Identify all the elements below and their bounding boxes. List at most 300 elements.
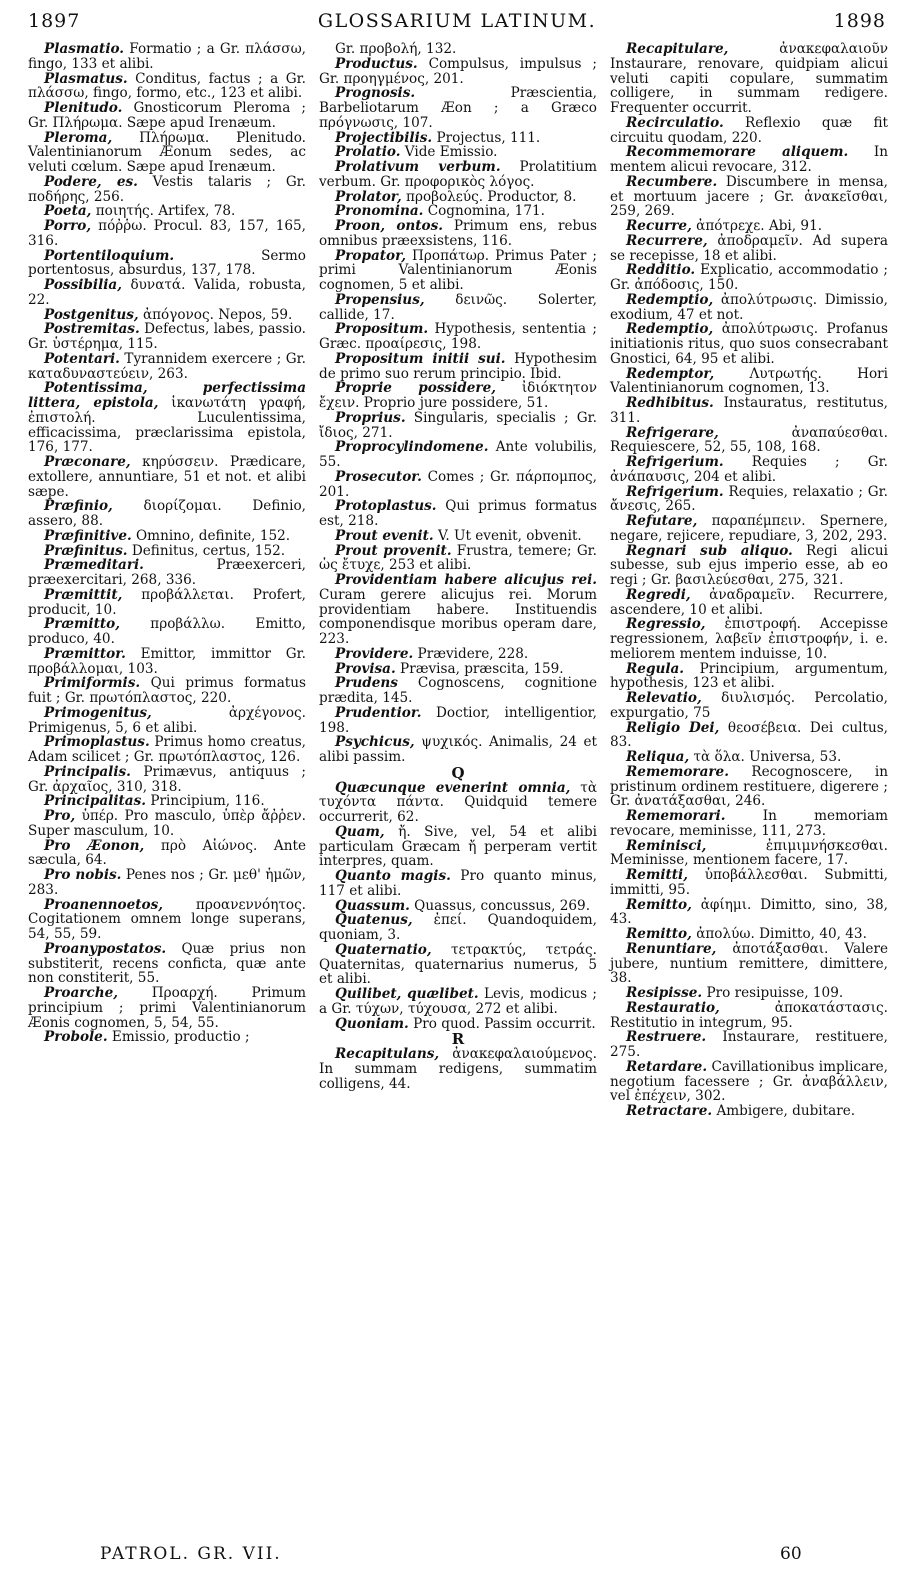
entry-definition: Præscientia, Barbeliotarum Æon ; a Græco πρόγνωσις, 107. [319, 85, 597, 131]
glossary-entry [28, 839, 306, 869]
entry-headword: Pro, [44, 808, 76, 824]
entry-definition: προανεννόητος. Cogitationem omnem longe superans, 54, 55, 59. [28, 896, 306, 942]
glossary-entry [610, 426, 888, 456]
right-page-number: 1898 [833, 10, 886, 32]
glossary-entry [319, 145, 597, 160]
entry-headword: Recapitulans, [335, 1046, 440, 1062]
glossary-entry [28, 544, 306, 559]
glossary-entry [610, 367, 888, 397]
entry-definition: ἀφίημι. Dimitto, sino, 38, 43. [610, 896, 888, 928]
entry-definition: ἐπιστροφή. Accepisse regressionem, λαβεῖν ἐπιστροφήν, i. e. meliorem mentem induisse, 10. [610, 616, 888, 662]
glossary-entry [28, 588, 306, 618]
glossary-entry [28, 249, 306, 279]
entry-definition: τὰ τυχόντα πάντα. Quidquid temere occurrerit, 62. [319, 779, 597, 825]
entry-headword: Refrigerium. [626, 454, 724, 470]
glossary-entry [28, 809, 306, 839]
glossary-entry [319, 249, 597, 293]
entry-definition: In mentem alicui revocare, 312. [610, 144, 888, 175]
entry-definition: ὑπέρ. Pro masculo, ὑπὲρ ἄῤῥεν. Super masculum, 10. [28, 808, 306, 839]
glossary-entry [319, 86, 597, 130]
entry-headword: Recumbere. [626, 173, 718, 190]
entry-headword: Retractare. [626, 1103, 713, 1119]
entry-headword: Redemptio, [626, 291, 714, 308]
entry-headword: Refrigerare, [626, 424, 719, 441]
glossary-entry [319, 190, 597, 205]
entry-definition: θεοσέβεια. Dei cultus, 83. [610, 719, 888, 751]
glossary-entry [610, 322, 888, 366]
glossary-entry [319, 1017, 597, 1032]
entry-headword: Restruere. [626, 1029, 707, 1046]
entry-definition: Hypothesis, sententia ; Græc. προαίρεσις, 198. [319, 321, 597, 352]
glossary-entry [319, 42, 597, 57]
entry-headword: Postremitas. [44, 321, 140, 338]
glossary-entry [319, 440, 597, 470]
entry-definition: προβάλλεται. Profert, producit, 10. [28, 586, 306, 618]
glossary-entry [319, 676, 597, 706]
glossary-entry [319, 131, 597, 146]
entry-headword: Reliqua, [626, 749, 690, 765]
entry-headword: Prosecutor. [335, 468, 422, 485]
glossary-entry [319, 381, 597, 411]
glossary-entry [319, 499, 597, 529]
entry-headword: Propensius, [335, 291, 425, 308]
glossary-entry [28, 42, 306, 72]
entry-headword: Proprocylindomene. [335, 439, 489, 456]
entry-headword: Regressio, [626, 616, 706, 633]
glossary-entry [610, 263, 888, 293]
glossary-entry [28, 706, 306, 736]
entry-definition: Omnino, definite, 152. [136, 527, 291, 544]
glossary-entry [610, 721, 888, 751]
glossary-entry [319, 647, 597, 662]
entry-headword: Plenitudo. [44, 100, 123, 116]
entry-definition: ἀποδραμεῖν. Ad supera se recepisse, 18 et alibi. [610, 232, 888, 264]
entry-headword: Quaternatio, [335, 941, 432, 958]
entry-definition: ἀπότρεχε. Abi, 91. [696, 218, 823, 234]
entry-headword: Providentiam habere alicujus rei. [335, 572, 597, 588]
glossary-entry [610, 1060, 888, 1104]
entry-definition: ποιητής. Artifex, 78. [95, 203, 236, 220]
entry-definition: Formatio ; a Gr. πλάσσω, fingo, 133 et alibi. [28, 41, 306, 72]
glossary-entry [319, 573, 597, 647]
glossary-column-right [610, 42, 888, 1119]
entry-headword: Præfinitive. [44, 527, 132, 544]
entry-headword: Psychicus, [335, 734, 415, 751]
entry-definition: Quæ prius non substiterit, recens conficta, quæ ante non constiterit, 55. [28, 940, 306, 987]
entry-headword: Præfinitus. [44, 542, 128, 559]
entry-headword: Plasmatio. [44, 41, 125, 57]
footer-sheet-number: 60 [780, 1544, 802, 1564]
entry-headword: Propositum. [335, 321, 429, 338]
glossary-entry [28, 322, 306, 352]
glossary-entry [319, 293, 597, 323]
entry-definition: Frustra, temere; Gr. ὡς ἔτυχε, 253 et alibi. [319, 542, 598, 574]
entry-headword: Religio Dei, [626, 719, 720, 736]
entry-definition: Projectus, 111. [436, 129, 541, 146]
glossary-entry [610, 175, 888, 219]
entry-headword: Proanennoetos, [44, 896, 164, 913]
entry-definition: Sermo portentosus, absurdus, 137, 178. [28, 247, 306, 279]
entry-headword: Poeta, [44, 203, 92, 220]
glossary-entry [610, 588, 888, 618]
entry-headword: Pro Æonon, [44, 837, 145, 854]
entry-definition: προβολεύς. Productor, 8. [406, 188, 577, 205]
entry-headword: Remitto, [626, 896, 692, 913]
glossary-entry [28, 794, 306, 809]
entry-definition: Levis, modicus ; a Gr. τύχων, τύχουσα, 272 et alibi. [319, 986, 597, 1017]
entry-headword: Regredi, [626, 586, 691, 603]
glossary-entry [610, 942, 888, 986]
entry-definition: Gr. προβολή, 132. [335, 41, 457, 57]
entry-definition: Πλήρωμα. Plenitudo. Valentinianorum Æonum sedes, ac veluti cœlum. Sæpe apud Irenæum. [28, 129, 306, 175]
glossary-entry [610, 42, 888, 116]
entry-headword: Plasmatus. [44, 70, 128, 87]
glossary-entry [610, 691, 888, 721]
entry-headword: Prout provenit. [335, 542, 452, 559]
entry-definition: ἀπολύω. Dimitto, 40, 43. [696, 926, 867, 942]
glossary-entry [610, 396, 888, 426]
footer-signature: PATROL. GR. VII. [100, 1544, 282, 1564]
glossary-columns [28, 42, 888, 1532]
glossary-entry [319, 322, 597, 352]
entry-definition: Qui primus formatus est, 218. [319, 498, 597, 529]
glossary-entry [28, 735, 306, 765]
running-title: GLOSSARIUM LATINUM. [317, 10, 597, 32]
entry-headword: Quanto magis. [335, 868, 451, 884]
glossary-entry [610, 1001, 888, 1031]
glossary-entry [319, 735, 597, 765]
entry-definition: Primævus, antiquus ; Gr. ἀρχαῖος, 310, 318. [28, 763, 306, 795]
entry-definition: τετρακτύς, τετράς. Quaternitas, quaternarius numerus, 5 et alibi. [319, 941, 597, 988]
entry-headword: Præmittor. [44, 645, 126, 662]
entry-headword: Principalis. [44, 763, 131, 780]
glossary-entry [610, 234, 888, 264]
glossary-entry [28, 278, 306, 308]
entry-headword: Quassum. [335, 897, 410, 914]
entry-definition: Principium, argumentum, hypothesis, 123 et alibi. [610, 660, 888, 692]
entry-headword: Pleroma, [44, 129, 113, 146]
entry-definition: προβάλλω. Emitto, produco, 40. [28, 616, 306, 647]
entry-headword: Recommemorare aliquem. [626, 144, 849, 161]
entry-headword: Primogenitus, [44, 704, 152, 721]
entry-definition: Προπάτωρ. Primus Pater ; primi Valentinianorum Æonis cognomen, 5 et alibi. [319, 247, 597, 293]
entry-definition: Definitus, certus, 152. [131, 542, 286, 559]
entry-definition: Requies ; Gr. ἀνάπαυσις, 204 et alibi. [610, 454, 888, 485]
entry-definition: Gnosticorum Pleroma ; Gr. Πλήρωμα. Sæpe apud Irenæum. [28, 100, 306, 131]
entry-headword: Præmitto, [44, 616, 120, 633]
entry-definition: ἀπόγονος. Nepos, 59. [142, 306, 293, 323]
entry-headword: Quoniam. [335, 1015, 409, 1032]
entry-definition: πρὸ Αἰώνος. Ante sæcula, 64. [28, 837, 307, 869]
entry-definition: Principium, 116. [150, 793, 265, 810]
entry-headword: Proprie possidere, [335, 380, 496, 397]
entry-definition: Regi alicui subesse, sub ejus imperio esse, ab eo regi ; Gr. βασιλεύεσθαι, 275, 321. [610, 542, 888, 588]
entry-definition: Compulsus, impulsus ; Gr. προηγμένος, 201. [319, 55, 598, 87]
glossary-entry [319, 204, 597, 219]
entry-headword: Remitti, [626, 867, 688, 883]
glossary-entry [28, 101, 306, 131]
entry-headword: Recirculatio. [626, 114, 724, 131]
entry-definition: Vide Emissio. [404, 144, 498, 161]
glossary-entry [28, 499, 306, 529]
entry-headword: Quam, [335, 823, 385, 840]
entry-headword: Rememorari. [626, 808, 726, 824]
entry-headword: Remitto, [626, 926, 692, 942]
entry-headword: Provisa. [335, 660, 396, 677]
entry-headword: Postgenitus, [44, 306, 139, 323]
entry-definition: τὰ ὅλα. Universa, 53. [693, 749, 842, 765]
glossary-entry [28, 308, 306, 323]
entry-definition: Ambigere, dubitare. [716, 1103, 856, 1119]
entry-definition: διυλισμός. Percolatio, expurgatio, 75 [610, 690, 888, 721]
glossary-entry [319, 825, 597, 869]
left-page-number: 1897 [28, 10, 81, 32]
entry-headword: Primiformis. [44, 675, 141, 692]
entry-headword: Regnari sub aliquo. [626, 542, 793, 559]
entry-headword: Potentari. [44, 350, 120, 367]
entry-definition: δεινῶς. Solerter, callide, 17. [319, 291, 597, 323]
glossary-entry [28, 765, 306, 795]
glossary-column-left [28, 42, 306, 1045]
glossary-entry [319, 160, 597, 190]
entry-definition: ἀρχέγονος. Primigenus, 5, 6 et alibi. [28, 704, 306, 736]
entry-definition: Prævidere, 228. [417, 645, 529, 662]
glossary-entry [610, 293, 888, 323]
glossary-entry [28, 455, 306, 499]
glossary-entry [28, 898, 306, 942]
entry-headword: Proanypostatos. [44, 940, 167, 957]
entry-definition: Qui primus formatus fuit ; Gr. πρωτόπλαστος, 220. [28, 675, 306, 706]
glossary-entry [319, 529, 597, 544]
entry-definition: Prolatitium verbum. Gr. προφορικὸς λόγος. [319, 159, 598, 190]
entry-definition: Curam gerere alicujus rei. Morum providentiam habere. Instituendis componendisque moribus operam dare, 223. [319, 586, 597, 647]
entry-definition: Λυτρωτής. Hori Valentinianorum cognomen, 13. [610, 365, 888, 397]
entry-definition: κηρύσσειν. Prædicare, extollere, annuntiare, 51 et not. et alibi sæpe. [28, 454, 306, 500]
entry-definition: Primus homo creatus, Adam scilicet ; Gr. πρωτόπλαστος, 126. [28, 734, 306, 765]
entry-headword: Redemptor, [626, 365, 715, 382]
glossary-entry [610, 898, 888, 928]
entry-headword: Præfinio, [44, 498, 113, 515]
glossary-entry [319, 470, 597, 500]
entry-headword: Recurrere, [626, 232, 708, 249]
entry-definition: Requies, relaxatio ; Gr. ἄνεσις, 265. [610, 483, 888, 515]
glossary-entry [610, 544, 888, 588]
entry-definition: Cognomina, 171. [427, 203, 545, 220]
entry-headword: Retardare. [626, 1058, 708, 1075]
entry-definition: ἀναπαύεσθαι. Requiescere, 52, 55, 108, 168. [610, 424, 888, 456]
entry-definition: πόῤῥω. Procul. 83, 157, 165, 316. [28, 218, 307, 249]
entry-definition: ἀπολύτρωσις. Profanus initiationis ritus, quo suos consecrabant Gnostici, 64, 95 et alibi. [610, 321, 888, 367]
entry-headword: Proarche, [44, 985, 118, 1001]
glossary-entry [610, 868, 888, 898]
entry-headword: Pronomina. [335, 203, 424, 220]
entry-definition: ἱκανωτάτη γραφή, ἐπιστολή. Luculentissima, efficacissima, præclarissima epistola, 176, 177. [28, 395, 307, 456]
entry-definition: Emissio, productio ; [111, 1029, 250, 1046]
entry-definition: δυνατά. Valida, robusta, 22. [28, 277, 306, 308]
entry-definition: In memoriam revocare, meminisse, 111, 273. [610, 808, 888, 839]
section-letter: R [451, 1030, 465, 1049]
entry-definition: Hypothesim de primo suo rerum principio. Ibid. [319, 350, 597, 382]
entry-headword: Restauratio, [626, 999, 720, 1016]
glossary-entry [28, 72, 306, 102]
entry-headword: Relevatio, [626, 690, 702, 706]
entry-definition: Προαρχή. Primum principium ; primi Valentinianorum Æonis cognomen, 5, 54, 55. [28, 985, 306, 1031]
entry-definition: ὑποβάλλεσθαι. Submitti, immitti, 95. [610, 867, 888, 898]
glossary-entry [610, 809, 888, 839]
glossary-entry [319, 899, 597, 914]
entry-definition: Primum ens, rebus omnibus præexsistens, 116. [319, 218, 597, 249]
entry-definition: ἐπιμιμνήσκεσθαι. Meminisse, mentionem facere, 17. [610, 837, 888, 869]
entry-headword: Resipisse. [626, 985, 703, 1001]
entry-headword: Projectibilis. [335, 129, 433, 146]
entry-headword: Porro, [44, 218, 92, 234]
glossary-entry [28, 676, 306, 706]
glossary-entry [28, 175, 306, 205]
glossary-entry [28, 558, 306, 588]
entry-headword: Podere, es. [44, 173, 138, 190]
glossary-entry [28, 1030, 306, 1045]
entry-headword: Productus. [335, 55, 418, 72]
entry-headword: Redhibitus. [626, 395, 714, 411]
glossary-entry [28, 204, 306, 219]
entry-definition: Singularis, specialis ; Gr. ἴδιος, 271. [319, 409, 597, 441]
entry-headword: Recapitulare, [626, 41, 729, 57]
entry-headword: Prudentior. [335, 704, 422, 721]
entry-definition: Pro resipuisse, 109. [706, 985, 844, 1001]
entry-definition: ἀνακεφαλαιοῦν Instaurare, renovare, quidpiam alicui veluti capiti copulare, summatim colligere, in summam redigere. Frequenter occurrit. [610, 41, 888, 116]
entry-definition: ἐπεί. Quandoquidem, quoniam, 3. [319, 912, 598, 943]
entry-headword: Renuntiare, [626, 940, 717, 957]
entry-definition: Pro quanto minus, 117 et alibi. [319, 868, 597, 899]
entry-headword: Primoplastus. [44, 734, 150, 751]
entry-definition: ἀναδραμεῖν. Recurrere, ascendere, 10 et alibi. [610, 586, 888, 618]
entry-headword: Principalitas. [44, 793, 146, 810]
entry-headword: Rememorare. [626, 763, 729, 780]
entry-definition: παραπέμπειν. Spernere, negare, rejicere, repudiare, 3, 202, 293. [610, 513, 889, 544]
entry-headword: Præmittit, [44, 586, 123, 603]
glossary-entry [319, 913, 597, 943]
entry-definition: Prævisa, præscita, 159. [400, 660, 564, 677]
glossary-entry [610, 145, 888, 175]
glossary-column-middle [319, 42, 597, 1091]
glossary-entry [319, 352, 597, 382]
glossary-entry [610, 485, 888, 515]
glossary-entry [610, 219, 888, 234]
glossary-entry [319, 943, 597, 987]
glossary-entry [610, 617, 888, 661]
glossary-entry [28, 352, 306, 382]
entry-definition: ἀποκατάστασις. Restitutio in integrum, 95. [610, 999, 888, 1031]
entry-definition: Discumbere in mensa, et mortuum jacere ; Gr. ἀνακεῖσθαι, 259, 269. [610, 173, 889, 220]
entry-headword: Præconare, [44, 454, 131, 470]
entry-definition: Defectus, labes, passio. Gr. ὑστέρημα, 115. [28, 321, 306, 352]
entry-definition: ψυχικός. Animalis, 24 et alibi passim. [319, 734, 598, 765]
glossary-entry [28, 219, 306, 249]
entry-headword: Potentissima, perfectissima littera, epistola, [28, 380, 306, 411]
glossary-entry [319, 706, 597, 736]
entry-definition: ἰδιόκτητον ἔχειν. Proprio jure possidere, 51. [319, 380, 597, 411]
glossary-entry [319, 544, 597, 574]
entry-definition: ἀποτάξασθαι. Valere jubere, nuntium remittere, dimittere, 38. [610, 940, 889, 987]
glossary-entry [28, 617, 306, 647]
glossary-entry [28, 529, 306, 544]
entry-definition: Cognoscens, cognitione prædita, 145. [319, 675, 597, 706]
entry-definition: Doctior, intelligentior, 198. [319, 704, 598, 736]
entry-definition: Conditus, factus ; a Gr. πλάσσω, fingo, formo, etc., 123 et alibi. [28, 70, 306, 102]
glossary-entry [28, 868, 306, 898]
glossary-entry [610, 927, 888, 942]
section-letter: Q [451, 763, 465, 782]
glossary-entry [319, 781, 597, 825]
glossary-entry [610, 750, 888, 765]
entry-headword: Proon, ontos. [335, 218, 444, 234]
entry-headword: Prudens [335, 675, 398, 692]
entry-headword: Prognosis. [335, 85, 416, 102]
entry-definition: Vestis talaris ; Gr. ποδήρης, 256. [28, 173, 306, 205]
entry-headword: Providere. [335, 645, 414, 662]
entry-definition: διορίζομαι. Definio, assero, 88. [28, 498, 306, 529]
glossary-entry [319, 869, 597, 899]
entry-definition: ἤ. Sive, vel, 54 et alibi particulam Græcam ἤ perperam vertit interpres, quam. [319, 823, 598, 870]
entry-headword: Prolatio. [335, 144, 401, 161]
glossary-entry [319, 411, 597, 441]
glossary-entry [610, 1030, 888, 1060]
entry-headword: Probole. [44, 1029, 108, 1046]
entry-definition: Ante volubilis, 55. [319, 439, 597, 470]
entry-definition: Recognoscere, in pristinum ordinem restituere, digerere ; Gr. ἀνατάξασθαι, 246. [610, 763, 889, 810]
glossary-entry [610, 1104, 888, 1119]
glossary-entry [319, 219, 597, 249]
page-header [28, 10, 886, 38]
entry-definition: Cavillationibus implicare, negotium facessere ; Gr. ἀναβάλλειν, vel ἐπέχειν, 302. [610, 1058, 889, 1105]
glossary-entry [610, 514, 888, 544]
entry-definition: Præexerceri, præexercitari, 268, 336. [28, 557, 306, 588]
glossary-entry [28, 942, 306, 986]
entry-headword: Reminisci, [626, 837, 707, 854]
entry-headword: Protoplastus. [335, 498, 437, 515]
entry-definition: Instaurare, restituere, 275. [610, 1029, 888, 1060]
entry-headword: Recurre, [626, 218, 692, 234]
entry-headword: Propator, [335, 247, 407, 264]
glossary-entry [319, 57, 597, 87]
entry-headword: Prolator, [335, 188, 402, 205]
entry-definition: Comes ; Gr. πάρπομπος, 201. [319, 468, 597, 500]
entry-definition: Tyrannidem exercere ; Gr. καταδυναστεύειν, 263. [28, 350, 306, 382]
entry-headword: Quatenus, [335, 912, 413, 929]
entry-headword: Præmeditari. [44, 557, 144, 574]
entry-headword: Redditio. [626, 262, 696, 279]
entry-definition: ἀπολύτρωσις. Dimissio, exodium, 47 et not. [610, 291, 888, 323]
entry-headword: Prolativum verbum. [335, 159, 501, 175]
entry-headword: Quilibet, quælibet. [335, 986, 479, 1002]
glossary-entry [28, 131, 306, 175]
entry-definition: Pro quod. Passim occurrit. [413, 1015, 596, 1032]
entry-definition: Explicatio, accommodatio ; Gr. ἀπόδοσις, 150. [610, 262, 888, 293]
glossary-entry [28, 647, 306, 677]
glossary-entry [610, 662, 888, 692]
glossary-entry [319, 662, 597, 677]
glossary-entry [610, 986, 888, 1001]
entry-definition: ἀνακεφαλαιούμενος. In summam redigens, summatim colligens, 44. [319, 1046, 597, 1092]
glossary-entry [610, 455, 888, 485]
glossary-entry [319, 987, 597, 1017]
entry-headword: Refutare, [626, 513, 698, 529]
entry-definition: Reflexio quæ fit circuitu quodam, 220. [610, 114, 889, 146]
entry-headword: Pro nobis. [44, 867, 122, 883]
entry-definition: Emittor, immittor Gr. προβάλλομαι, 103. [28, 645, 306, 677]
entry-definition: Instauratus, restitutus, 311. [610, 395, 888, 426]
entry-definition: Penes nos ; Gr. μεθ' ἡμῶν, 283. [28, 867, 306, 898]
